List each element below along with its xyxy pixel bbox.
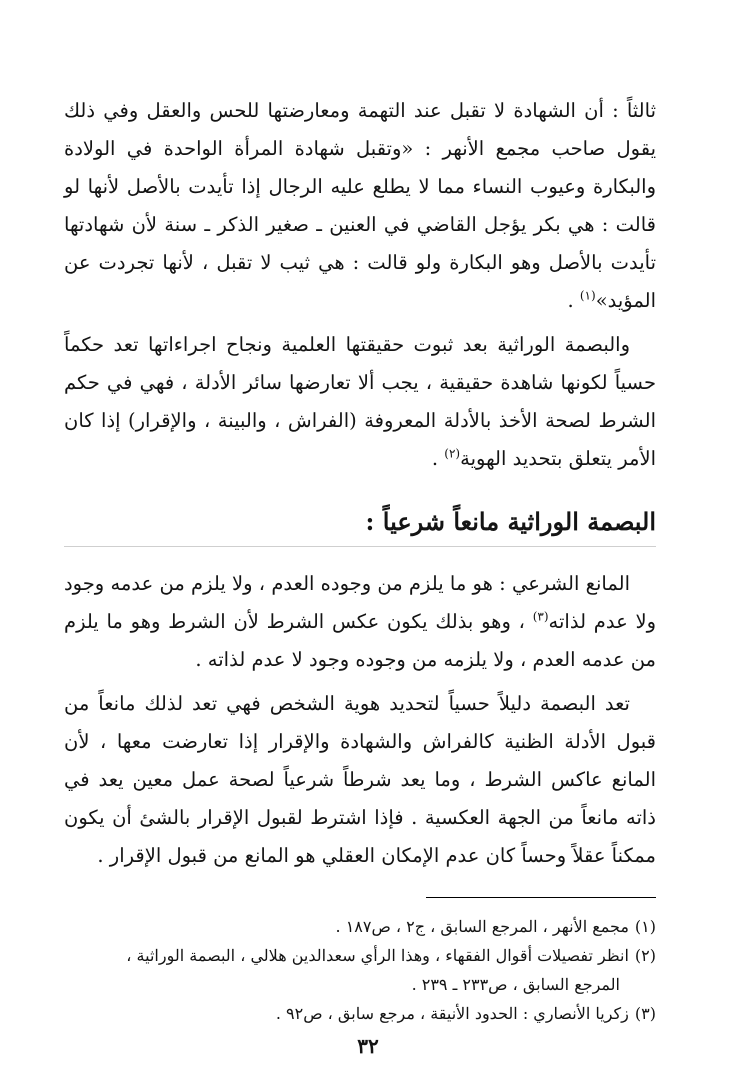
paragraph-third-point [64,92,656,320]
paragraph-print-as-impediment [64,685,656,875]
footnote-2 [64,941,656,970]
footnote-divider [426,897,656,898]
footnote-3 [64,999,656,1028]
footnote-ref-1: (١) [579,288,596,303]
page-body [64,92,656,1028]
paragraph-tail: ، وهو بذلك يكون عكس الشرط لأن الشرط وهو ما يلزم من عدمه العدم ، ولا يلزمه من وجوده وجود لا عدم لذاته . [64,610,656,671]
paragraph-tail: . [431,447,445,470]
paragraph-genetic-print [64,326,656,478]
footnote-2-continuation: المرجع السابق ، ص٢٣٣ ـ ٢٣٩ . [411,975,620,994]
paragraph-text: والبصمة الوراثية بعد ثبوت حقيقتها العلمية ونجاح اجراءاتها تعد حكماً حسياً لكونها شاهدة حقيقية ، يجب ألا تعارضها سائر الأدلة ، فهي في حكم الشرط لصحة الأخذ بالأدلة المعروفة (الفراش ، والبينة ، والإقرار) إذا كان الأمر يتعلق بتحديد الهوية [64,333,656,470]
heading-divider [64,546,656,547]
footnote-ref-3: (٣) [532,609,549,624]
footnote-ref-2: (٢) [444,446,461,461]
footnote-1 [64,912,656,941]
paragraph-text: ثالثاً : أن الشهادة لا تقبل عند التهمة ومعارضتها للحس والعقل وفي ذلك يقول صاحب مجمع الأنهر : «وتقبل شهادة المرأة الواحدة في الولادة والبكارة وعيوب النساء مما لا يطلع عليه الرجال إذا تأيدت بالأصل لأنها لو قالت : هي بكر يؤجل القاضي في العنين ـ صغير الذكر ـ سنة لأن شهادتها تأيدت بالأصل وهو البكارة ولو قالت : هي ثيب لا تقبل ، لأنها تجردت عن المؤيد» [64,99,656,312]
section-heading: البصمة الوراثية مانعاً شرعياً : [365,507,656,536]
footnote-number: (٣) [634,1004,656,1023]
paragraph-tail: . [567,289,580,312]
footnote-number: (١) [634,917,656,936]
footnote-number: (٢) [634,946,656,965]
footnote-text: زكريا الأنصاري : الحدود الأنيقة ، مرجع سابق ، ص٩٢ . [275,1004,629,1023]
footnote-text: مجمع الأنهر ، المرجع السابق ، ج٢ ، ص١٨٧ . [335,917,629,936]
paragraph-legal-impediment [64,565,656,679]
paragraph-text: المانع الشرعي : هو ما يلزم من وجوده العدم ، ولا يلزم من عدمه وجود ولا عدم لذاته [64,572,657,633]
paragraph-text: تعد البصمة دليلاً حسياً لتحديد هوية الشخص فهي تعد لذلك مانعاً من قبول الأدلة الظنية كالفراش والشهادة والإقرار إذا تعارضت معها ، لأن المانع عاكس الشرط ، وما يعد شرطاً شرعياً لصحة عمل معين يعد في ذاته مانعاً من الجهة العكسية . فإذا اشترط لقبول الإقرار بالشئ أن يكون ممكناً عقلاً وحساً كان عدم الإمكان العقلي هو المانع من قبول الإقرار . [64,692,656,867]
footnote-text: انظر تفصيلات أقوال الفقهاء ، وهذا الرأي سعدالدين هلالي ، البصمة الوراثية ، [126,946,629,965]
page-number: ٣٢ [357,1034,379,1058]
